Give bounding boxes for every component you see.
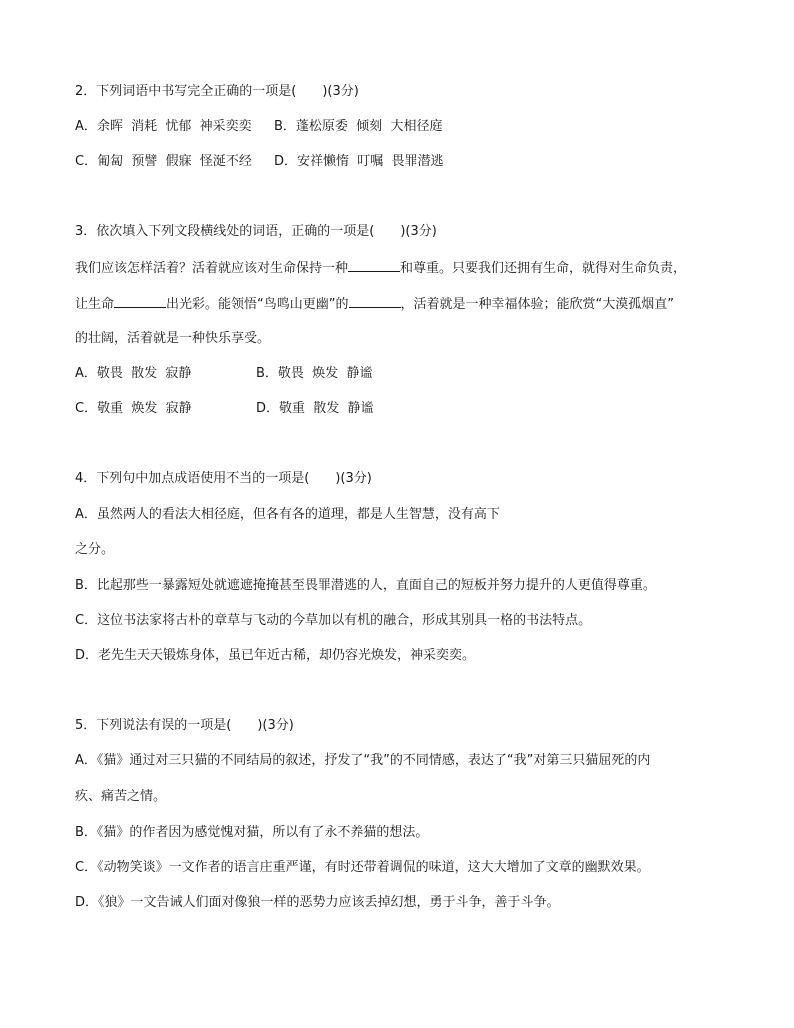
q4-option-a-line-2: 之分。 [75, 542, 115, 557]
q3-passage-line-2 [75, 295, 674, 314]
q4-option-a-line-1: A．虽然两人的看法大相径庭，但各有各的道理，都是人生智慧，没有高下 [75, 507, 500, 522]
q2-option-a: A．余晖 消耗 忧郁 神采奕奕 [75, 119, 252, 134]
q3-passage-part: 出光彩。能领悟“鸟鸣山更幽”的 [166, 297, 349, 312]
q5-option-c: C．《动物笑谈》一文作者的语言庄重严谨，有时还带着调侃的味道，这大大增加了文章的幽默效果。 [75, 860, 650, 875]
blank-3 [349, 295, 401, 308]
q3-option-c: C．敬重 焕发 寂静 [75, 401, 192, 416]
q4-option-d: D．老先生天天锻炼身体，虽已年近古稀，却仍容光焕发，神采奕奕。 [75, 648, 476, 663]
q2-option-c: C．匍匐 预譬 假寐 怪涎不经 [75, 154, 252, 169]
q3-passage-part: 让生命 [75, 297, 115, 312]
q4-stem: 4．下列句中加点成语使用不当的一项是( )(3分) [75, 471, 372, 486]
q5-option-d: D．《狼》一文告诫人们面对像狼一样的恶势力应该丢掉幻想，勇于斗争，善于斗争。 [75, 895, 560, 910]
q3-passage-line-1 [75, 259, 686, 278]
q3-option-d: D．敬重 散发 静谧 [256, 401, 374, 416]
q2-option-d: D．安祥懒惰 叮嘱 畏罪潜逃 [274, 154, 444, 169]
q3-option-a: A．敬畏 散发 寂静 [75, 366, 192, 381]
q3-passage-part: ，活着就是一种幸福体验；能欣赏“大漠孤烟直” [400, 297, 674, 312]
q2-stem: 2．下列词语中书写完全正确的一项是( )(3分) [75, 84, 359, 99]
q5-option-a-line-2: 疚、痛苦之情。 [75, 789, 167, 804]
q3-passage-line-3: 的壮阔，活着就是一种快乐享受。 [75, 331, 271, 346]
q3-passage-part: 和尊重。只要我们还拥有生命，就得对生命负责， [400, 261, 687, 276]
blank-1 [348, 259, 400, 272]
q5-option-b: B．《猫》的作者因为感觉愧对猫，所以有了永不养猫的想法。 [75, 825, 429, 840]
q3-passage-part: 我们应该怎样活着？活着就应该对生命保持一种 [75, 261, 349, 276]
q5-option-a-line-1: A．《猫》通过对三只猫的不同结局的叙述，抒发了“我”的不同情感，表达了“我”对第三只猫屈死的内 [75, 753, 651, 768]
q2-option-b: B．蓬松原委 倾刻 大相径庭 [274, 119, 443, 134]
q3-stem: 3．依次填入下列文段横线处的词语，正确的一项是( )(3分) [75, 224, 437, 239]
q4-option-c: C．这位书法家将古朴的章草与飞动的今草加以有机的融合，形成其别具一格的书法特点。 [75, 613, 592, 628]
q3-option-b: B．敬畏 焕发 静谧 [256, 366, 373, 381]
blank-2 [114, 295, 166, 308]
q4-option-b: B．比起那些一暴露短处就遮遮掩掩甚至畏罪潜逃的人，直面自己的短板并努力提升的人更值得尊重。 [75, 578, 656, 593]
q5-stem: 5．下列说法有误的一项是( )(3分) [75, 718, 294, 733]
